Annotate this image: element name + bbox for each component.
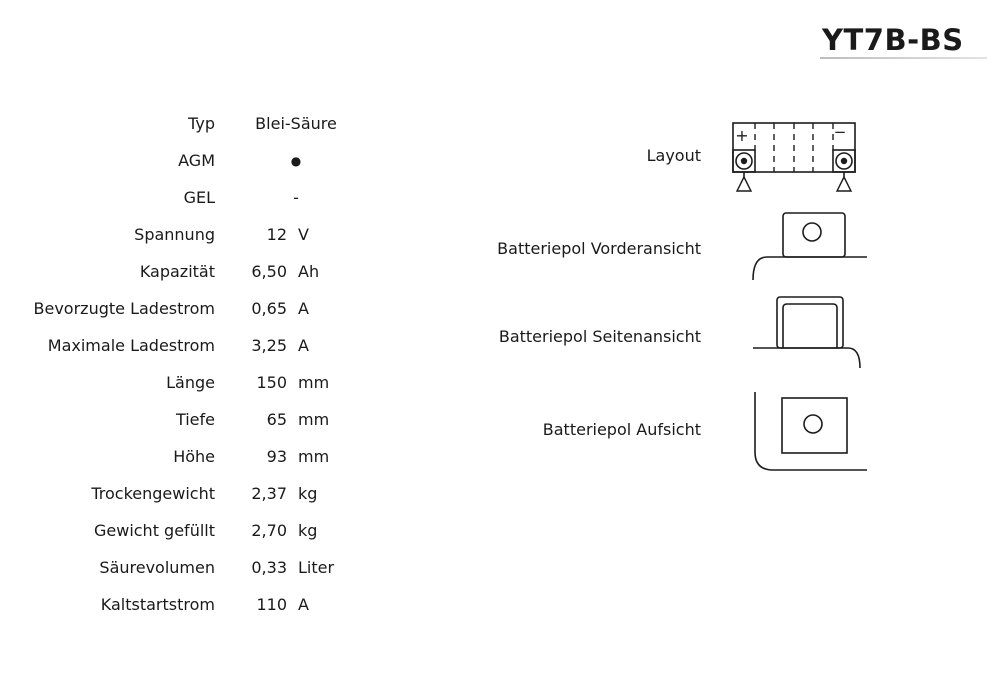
spec-value: 65 bbox=[266, 410, 287, 429]
spec-value: 2,37 bbox=[251, 484, 287, 503]
cell-divider-lines bbox=[755, 123, 833, 172]
spec-row bbox=[0, 364, 377, 401]
spec-label: Spannung bbox=[134, 225, 215, 244]
spec-row bbox=[0, 142, 377, 179]
spec-unit: kg bbox=[298, 484, 318, 503]
spec-label: Gewicht gefüllt bbox=[93, 521, 215, 540]
spec-unit: kg bbox=[298, 521, 318, 540]
layout-label: Layout bbox=[646, 146, 701, 165]
title-underline bbox=[820, 57, 987, 59]
spec-unit: A bbox=[298, 595, 309, 614]
spec-value: 12 bbox=[266, 225, 287, 244]
spec-value: 2,70 bbox=[251, 521, 287, 540]
spec-value: 150 bbox=[256, 373, 287, 392]
terminal-front-view-diagram bbox=[750, 206, 875, 288]
spec-unit: A bbox=[298, 299, 309, 318]
spec-label: Tiefe bbox=[175, 410, 215, 429]
spec-value: ● bbox=[290, 153, 302, 168]
spec-label: Höhe bbox=[173, 447, 215, 466]
spec-label: Typ bbox=[188, 114, 215, 133]
terminal-bolt-hole bbox=[803, 223, 821, 241]
spec-label: Maximale Ladestrom bbox=[47, 336, 215, 355]
spec-label: GEL bbox=[183, 188, 215, 207]
left-terminal-icon bbox=[733, 150, 755, 172]
plus-terminal-sign: + bbox=[735, 126, 749, 145]
right-terminal-icon bbox=[833, 150, 855, 172]
spec-label: Säurevolumen bbox=[99, 558, 215, 577]
spec-row bbox=[0, 290, 377, 327]
terminal-block-inner bbox=[783, 304, 837, 348]
spec-row bbox=[0, 401, 377, 438]
battery-top-edge bbox=[753, 257, 867, 280]
spec-row bbox=[0, 179, 377, 216]
terminal-pointer-arrows bbox=[737, 172, 851, 191]
spec-unit: A bbox=[298, 336, 309, 355]
spec-value: 110 bbox=[256, 595, 287, 614]
spec-unit: Liter bbox=[298, 558, 335, 577]
terminal-block bbox=[782, 398, 847, 453]
spec-label: Kaltstartstrom bbox=[100, 595, 215, 614]
spec-row bbox=[0, 586, 377, 623]
spec-value: 93 bbox=[266, 447, 287, 466]
spec-value: 0,33 bbox=[251, 558, 287, 577]
spec-row bbox=[0, 216, 377, 253]
spec-unit: mm bbox=[298, 447, 330, 466]
spec-label: Länge bbox=[166, 373, 215, 392]
battery-layout-diagram bbox=[726, 113, 866, 198]
spec-row bbox=[0, 253, 377, 290]
spec-row bbox=[0, 512, 377, 549]
page-title: YT7B-BS bbox=[822, 23, 964, 57]
spec-row bbox=[0, 327, 377, 364]
spec-row bbox=[0, 475, 377, 512]
terminal-top-view-diagram bbox=[748, 386, 873, 478]
spec-value: - bbox=[293, 188, 299, 207]
terminal-block bbox=[783, 213, 845, 257]
top-view-label: Batteriepol Aufsicht bbox=[542, 420, 701, 439]
spec-row bbox=[0, 438, 377, 475]
spec-label: Trockengewicht bbox=[91, 484, 215, 503]
spec-row bbox=[0, 105, 377, 142]
spec-label: Kapazität bbox=[139, 262, 215, 281]
spec-table bbox=[0, 105, 377, 623]
spec-unit: mm bbox=[298, 373, 330, 392]
front-view-label: Batteriepol Vorderansicht bbox=[497, 239, 701, 258]
battery-corner-edge bbox=[755, 392, 867, 470]
side-view-label: Batteriepol Seitenansicht bbox=[498, 327, 701, 346]
terminal-side-view-diagram bbox=[748, 290, 873, 372]
spec-value: 0,65 bbox=[251, 299, 287, 318]
spec-unit: mm bbox=[298, 410, 330, 429]
spec-value: Blei-Säure bbox=[255, 114, 337, 133]
spec-value: 3,25 bbox=[251, 336, 287, 355]
spec-label: AGM bbox=[178, 151, 215, 170]
minus-terminal-sign: − bbox=[833, 123, 847, 141]
battery-top-edge bbox=[753, 348, 860, 368]
spec-unit: Ah bbox=[298, 262, 320, 281]
spec-unit: V bbox=[298, 225, 309, 244]
terminal-bolt-hole bbox=[804, 415, 822, 433]
spec-label: Bevorzugte Ladestrom bbox=[33, 299, 215, 318]
spec-value: 6,50 bbox=[251, 262, 287, 281]
spec-row bbox=[0, 549, 377, 586]
